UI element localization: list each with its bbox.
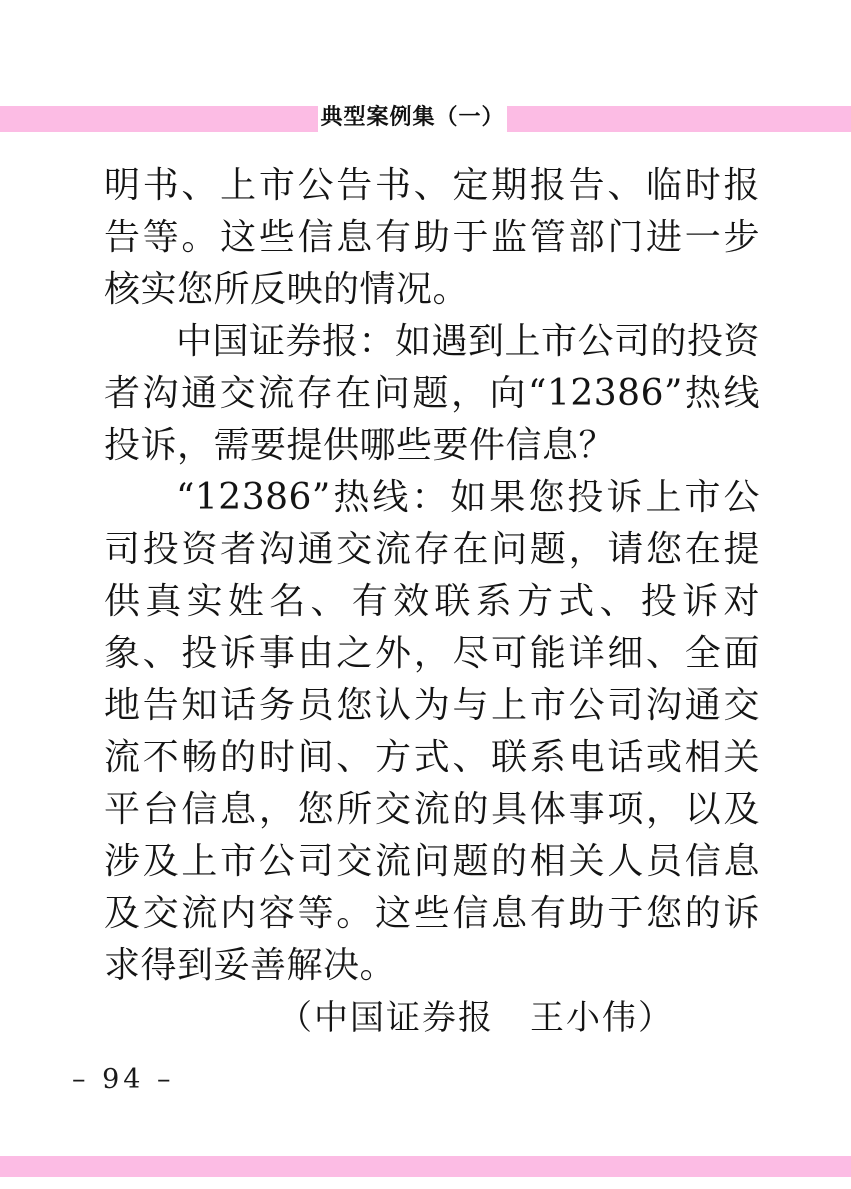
- page-number: – 94 –: [72, 1064, 175, 1095]
- body-paragraph: 中国证券报：如遇到上市公司的投资者沟通交流存在问题，向“12386”热线投诉，需要提供哪些要件信息？: [104, 321, 761, 466]
- body-text: [104, 160, 760, 1044]
- header-band-left: [0, 106, 318, 132]
- chapter-header-title: 典型案例集（一）: [320, 105, 505, 130]
- header-band-right: [507, 106, 851, 132]
- footer-band: [0, 1156, 851, 1177]
- attribution: （中国证券报 王小伟）: [278, 998, 674, 1038]
- body-paragraph: “12386”热线：如果您投诉上市公司投资者沟通交流存在问题，请您在提供真实姓名、有效联系方式、投诉对象、投诉事由之外，尽可能详细、全面地告知话务员您认为与上市公司沟通交流不畅的时间、方式、联系电话或相关平台信息，您所交流的具体事项，以及涉及上市公司交流问题的相关人员信息及交流内容等。这些信息有助于您的诉求得到妥善解决。: [104, 477, 760, 986]
- body-paragraph: 明书、上市公告书、定期报告、临时报告等。这些信息有助于监管部门进一步核实您所反映的情况。: [104, 165, 760, 310]
